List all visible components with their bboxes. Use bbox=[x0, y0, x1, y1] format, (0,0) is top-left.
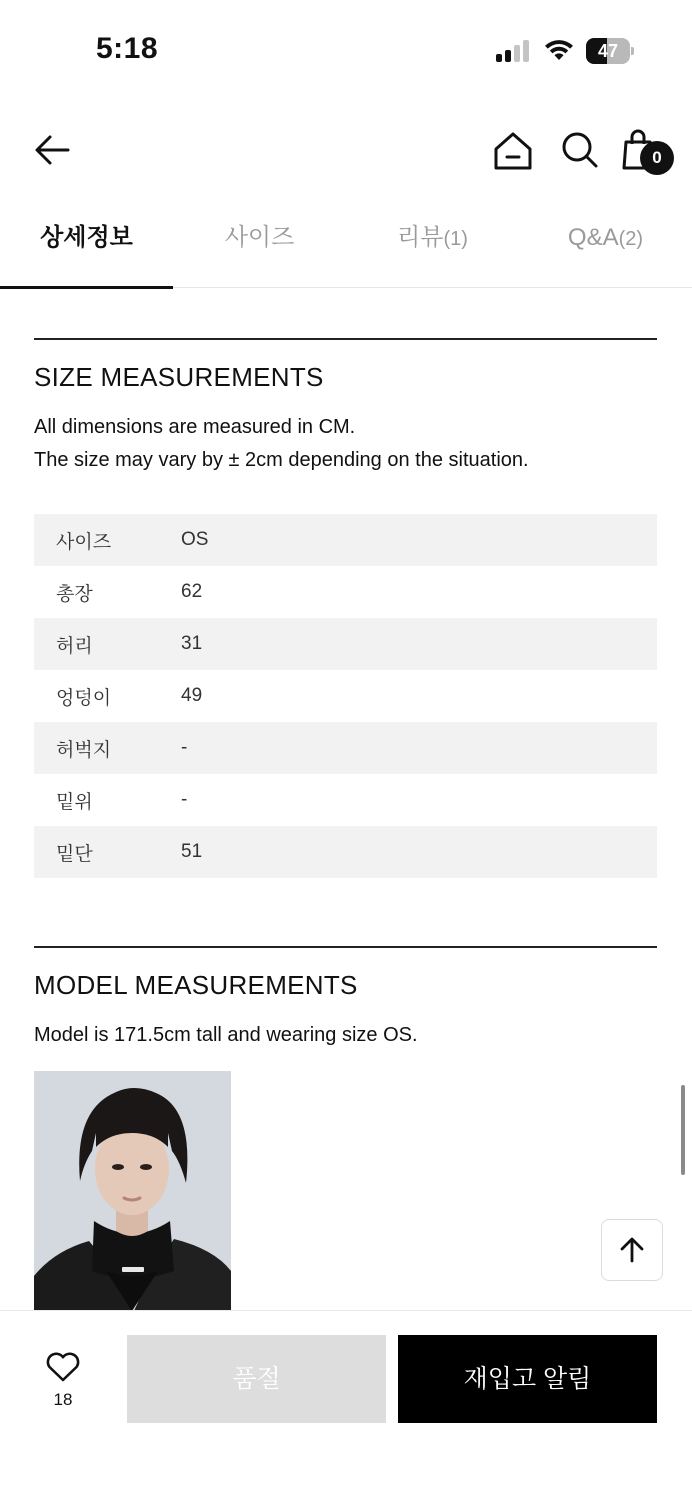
row-label: 엉덩이 bbox=[56, 687, 112, 709]
cart-count-badge: 0 bbox=[640, 141, 674, 175]
row-label: 총장 bbox=[56, 583, 93, 605]
section-divider bbox=[34, 338, 657, 340]
tab-qna[interactable] bbox=[519, 200, 692, 288]
tab-label: 사이즈 bbox=[224, 224, 295, 251]
tab-label: Q&A bbox=[567, 224, 619, 251]
table-row bbox=[34, 566, 657, 618]
active-tab-indicator bbox=[0, 286, 173, 289]
size-table bbox=[34, 514, 657, 878]
row-value: 51 bbox=[181, 841, 203, 862]
row-label: 허벅지 bbox=[56, 739, 112, 761]
home-icon bbox=[490, 128, 536, 174]
soldout-button[interactable]: 품절 bbox=[127, 1335, 386, 1423]
search-button[interactable] bbox=[558, 128, 602, 172]
model-portrait-image bbox=[34, 1071, 231, 1311]
restock-alert-button[interactable]: 재입고 알림 bbox=[398, 1335, 657, 1423]
row-label: 밑단 bbox=[56, 843, 93, 865]
cart-button[interactable] bbox=[620, 128, 676, 188]
table-row bbox=[34, 774, 657, 826]
table-row bbox=[34, 826, 657, 878]
cellular-signal-icon bbox=[496, 40, 532, 62]
row-value: - bbox=[181, 737, 188, 758]
header bbox=[0, 110, 692, 190]
tab-review[interactable] bbox=[346, 200, 519, 288]
table-row bbox=[34, 722, 657, 774]
size-description-line1: All dimensions are measured in CM. bbox=[34, 416, 356, 438]
model-photo bbox=[34, 1071, 231, 1311]
scrollbar-thumb[interactable] bbox=[681, 1085, 685, 1175]
size-section-title: SIZE MEASUREMENTS bbox=[34, 362, 324, 392]
size-description-line2: The size may vary by ± 2cm depending on the situation. bbox=[34, 449, 529, 471]
tab-label: 리뷰 bbox=[397, 224, 444, 251]
search-icon bbox=[558, 128, 602, 172]
table-row bbox=[34, 670, 657, 722]
arrow-up-icon bbox=[617, 1235, 647, 1265]
tab-count: (1) bbox=[443, 228, 468, 250]
status-time: 5:18 bbox=[96, 32, 159, 65]
row-label: 허리 bbox=[56, 635, 93, 657]
row-label: 밑위 bbox=[56, 791, 93, 813]
status-bar bbox=[0, 0, 692, 100]
bottom-action-bar bbox=[0, 1310, 692, 1500]
battery-level: 47 bbox=[597, 41, 619, 61]
section-divider bbox=[34, 946, 657, 948]
row-value: 49 bbox=[181, 685, 203, 706]
table-row bbox=[34, 618, 657, 670]
row-value: - bbox=[181, 789, 188, 810]
row-value: OS bbox=[181, 529, 209, 550]
tab-detail-info[interactable] bbox=[0, 200, 173, 288]
heart-icon bbox=[45, 1351, 81, 1383]
wifi-icon bbox=[543, 38, 575, 62]
row-value: 62 bbox=[181, 581, 203, 602]
arrow-left-icon bbox=[30, 128, 74, 172]
tab-bar bbox=[0, 200, 692, 288]
scroll-to-top-button[interactable] bbox=[601, 1219, 663, 1281]
model-section-title: MODEL MEASUREMENTS bbox=[34, 970, 358, 1000]
wishlist-count: 18 bbox=[53, 1390, 73, 1409]
tab-label: 상세정보 bbox=[40, 224, 133, 251]
back-button[interactable] bbox=[30, 128, 74, 172]
tab-size[interactable] bbox=[173, 200, 346, 288]
home-button[interactable] bbox=[490, 128, 536, 174]
tab-count: (2) bbox=[618, 228, 644, 250]
wishlist-button[interactable] bbox=[30, 1351, 96, 1421]
model-description: Model is 171.5cm tall and wearing size OS. bbox=[34, 1024, 418, 1046]
table-row bbox=[34, 514, 657, 566]
battery-icon bbox=[586, 38, 634, 64]
row-value: 31 bbox=[181, 633, 203, 654]
row-label: 사이즈 bbox=[56, 531, 112, 553]
